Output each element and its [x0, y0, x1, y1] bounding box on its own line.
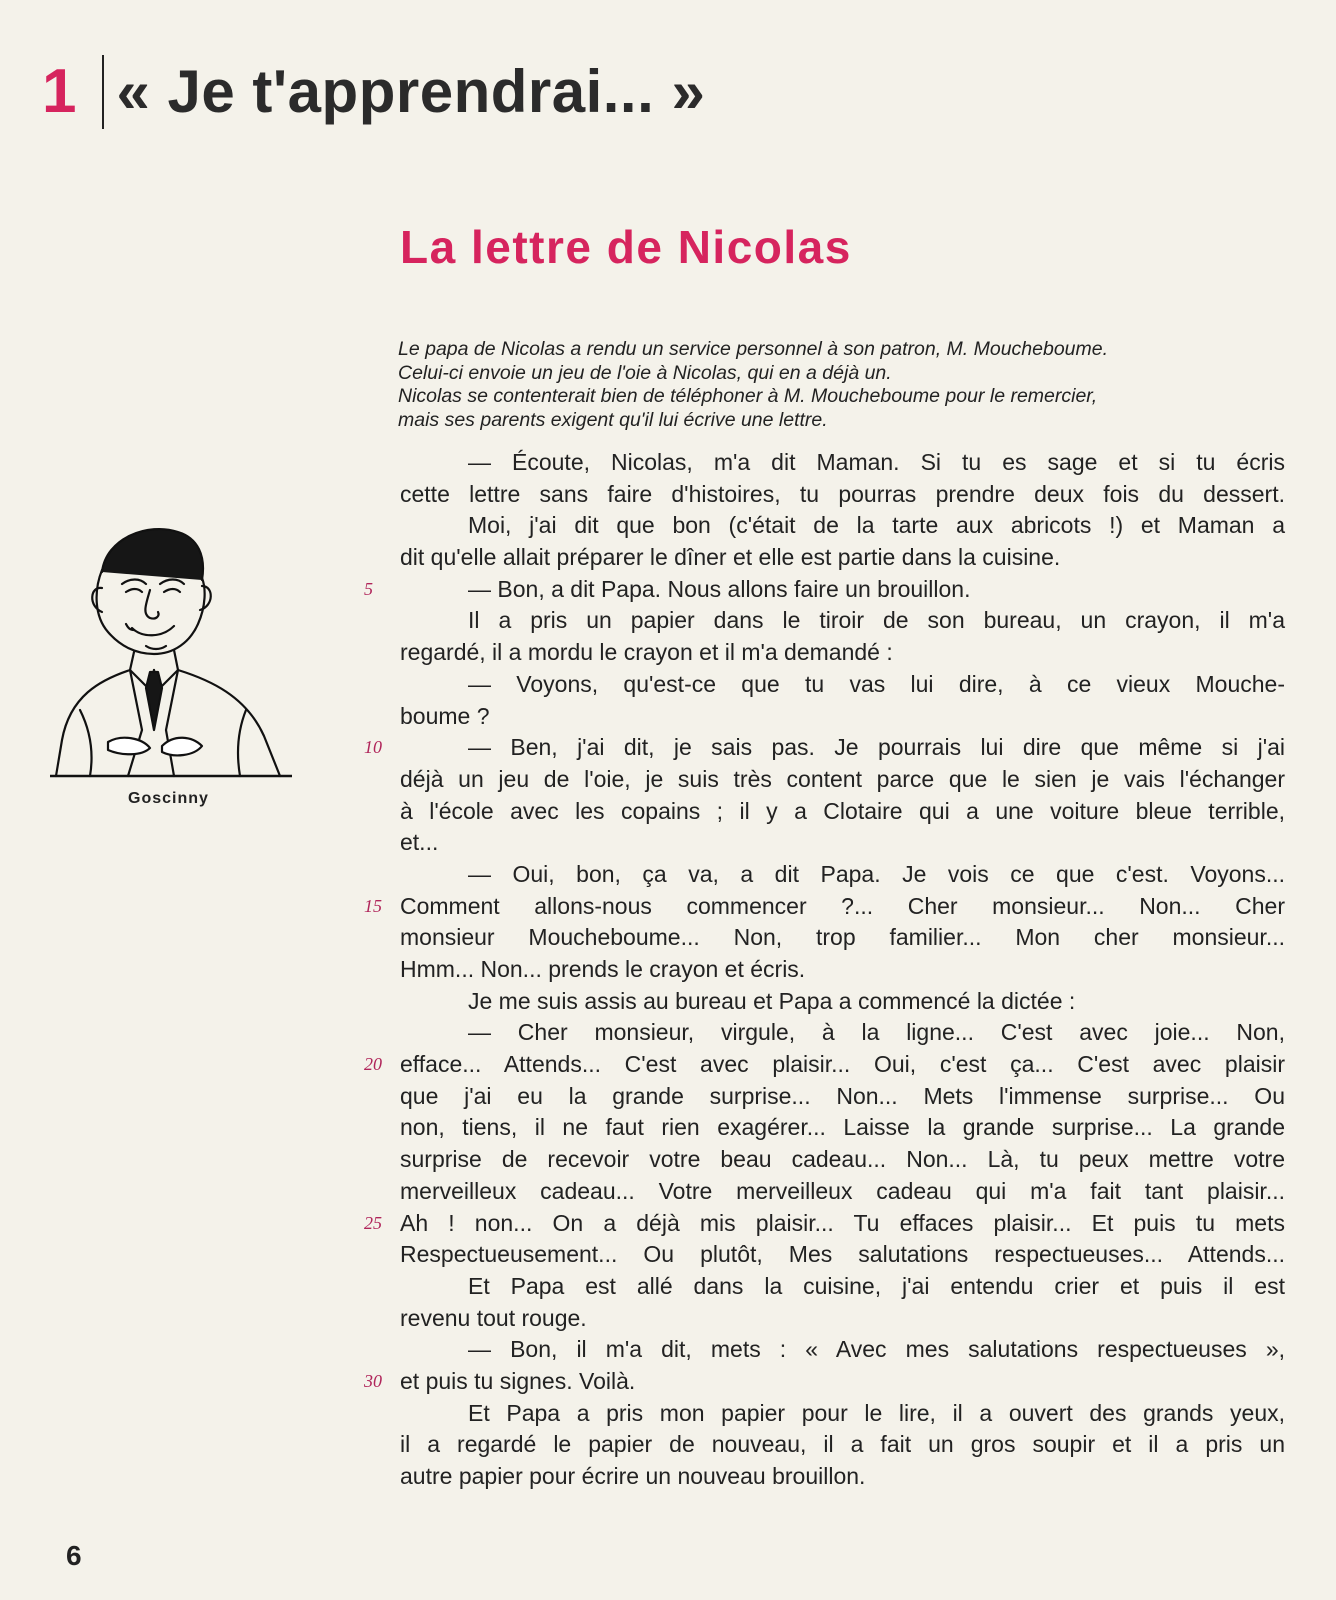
text-line	[400, 954, 1285, 986]
line-text: efface... Attends... C'est avec plaisir... Oui, c'est ça... C'est avec plaisir	[400, 1051, 1285, 1078]
line-text: surprise de recevoir votre beau cadeau... Non... Là, tu peux mettre votre	[400, 1146, 1285, 1173]
story-title: La lettre de Nicolas	[400, 221, 852, 273]
line-text: Ah ! non... On a déjà mis plaisir... Tu effaces plaisir... Et puis tu mets	[400, 1209, 1285, 1236]
page-number: 6	[66, 1540, 82, 1571]
line-text: Et Papa est allé dans la cuisine, j'ai entendu crier et puis il est	[468, 1272, 1285, 1299]
text-line	[400, 1081, 1285, 1113]
text-line	[400, 1334, 1285, 1366]
line-text: déjà un jeu de l'oie, je suis très content parce que le sien je vais l'échanger	[400, 765, 1285, 792]
line-text: merveilleux cadeau... Votre merveilleux cadeau qui m'a fait tant plaisir...	[400, 1177, 1285, 1204]
line-text: Je me suis assis au bureau et Papa a commencé la dictée :	[468, 987, 1076, 1014]
chapter-header	[42, 52, 705, 132]
text-line	[400, 1271, 1285, 1303]
line-text: — Écoute, Nicolas, m'a dit Maman. Si tu es sage et si tu écris	[468, 449, 1285, 475]
line-text: cette lettre sans faire d'histoires, tu pourras prendre deux fois du dessert.	[400, 480, 1285, 507]
text-line	[364, 574, 1285, 606]
text-line	[364, 1366, 1285, 1398]
text-line	[400, 1429, 1285, 1461]
text-line	[364, 732, 1285, 764]
text-line	[400, 1017, 1285, 1049]
line-text: non, tiens, il ne faut rien exagérer... Laisse la grande surprise... La grande	[400, 1114, 1285, 1141]
intro-line: Celui-ci envoie un jeu de l'oie à Nicolas, qui en a déjà un.	[398, 361, 892, 384]
text-line	[400, 1398, 1285, 1430]
text-line	[400, 447, 1285, 479]
chapter-title: « Je t'apprendrai... »	[116, 58, 706, 125]
line-text: Respectueusement... Ou plutôt, Mes salutations respectueuses... Attends...	[400, 1241, 1285, 1268]
text-line	[400, 1239, 1285, 1271]
text-line	[400, 1176, 1285, 1208]
text-line	[400, 859, 1285, 891]
line-number: 15	[364, 895, 382, 916]
line-text: — Bon, a dit Papa. Nous allons faire un brouillon.	[468, 575, 971, 602]
text-line	[400, 827, 1285, 859]
line-text: Et Papa a pris mon papier pour le lire, il a ouvert des grands yeux,	[468, 1399, 1285, 1426]
line-text: — Ben, j'ai dit, je sais pas. Je pourrais lui dire que même si j'ai	[468, 734, 1285, 761]
story-body	[364, 447, 1285, 1493]
intro-line: Nicolas se contenterait bien de téléphoner à M. Moucheboume pour le remercier,	[398, 385, 1098, 407]
line-text: à l'école avec les copains ; il y a Clotaire qui a une voiture bleue terrible,	[400, 797, 1285, 824]
text-line	[400, 542, 1285, 574]
line-text: monsieur Moucheboume... Non, trop familier... Mon cher monsieur...	[400, 924, 1285, 951]
line-text: autre papier pour écrire un nouveau brouillon.	[400, 1463, 866, 1489]
line-number: 30	[364, 1370, 382, 1391]
text-line	[400, 1144, 1285, 1176]
text-line	[400, 701, 1285, 733]
chapter-divider	[102, 55, 104, 129]
line-text: revenu tout rouge.	[400, 1304, 587, 1331]
intro-line: Le papa de Nicolas a rendu un service personnel à son patron, M. Moucheboume.	[398, 338, 1109, 360]
text-line	[400, 764, 1285, 796]
line-text: et...	[400, 829, 439, 856]
line-text: boume ?	[400, 702, 490, 729]
text-line	[364, 1049, 1285, 1081]
text-line	[400, 669, 1285, 701]
text-line	[400, 922, 1285, 954]
line-text: — Bon, il m'a dit, mets : « Avec mes salutations respectueuses »,	[468, 1336, 1285, 1363]
line-text: — Voyons, qu'est-ce que tu vas lui dire, à ce vieux Mouche-	[468, 670, 1285, 697]
line-text: et puis tu signes. Voilà.	[400, 1367, 636, 1394]
intro-paragraph	[398, 338, 1278, 432]
intro-line: mais ses parents exigent qu'il lui écrive une lettre.	[398, 408, 828, 431]
text-line	[400, 796, 1285, 828]
chapter-number: 1	[42, 57, 77, 126]
line-text: — Oui, bon, ça va, a dit Papa. Je vois ce que c'est. Voyons...	[468, 860, 1285, 887]
line-text: il a regardé le papier de nouveau, il a fait un gros soupir et il a pris un	[400, 1431, 1285, 1458]
line-number: 10	[364, 737, 382, 758]
text-line	[400, 1461, 1285, 1493]
line-number: 20	[364, 1054, 382, 1075]
line-text: Moi, j'ai dit que bon (c'était de la tarte aux abricots !) et Maman a	[468, 512, 1285, 539]
text-line	[364, 1208, 1285, 1240]
line-number: 5	[364, 578, 373, 599]
text-line	[400, 637, 1285, 669]
line-text: regardé, il a mordu le crayon et il m'a demandé :	[400, 639, 893, 666]
text-line	[400, 986, 1285, 1018]
text-line	[364, 891, 1285, 923]
line-text: que j'ai eu la grande surprise... Non... Mets l'immense surprise... Ou	[400, 1082, 1285, 1109]
text-line	[400, 510, 1285, 542]
line-text: — Cher monsieur, virgule, à la ligne... C'est avec joie... Non,	[468, 1019, 1285, 1046]
portrait-caption: Goscinny	[128, 790, 209, 807]
text-line	[400, 1303, 1285, 1335]
line-text: dit qu'elle allait préparer le dîner et elle est partie dans la cuisine.	[400, 544, 1061, 571]
text-line	[400, 605, 1285, 637]
line-number: 25	[364, 1212, 382, 1233]
line-text: Comment allons-nous commencer ?... Cher monsieur... Non... Cher	[400, 892, 1285, 919]
line-text: Il a pris un papier dans le tiroir de son bureau, un crayon, il m'a	[468, 607, 1285, 634]
goscinny-portrait	[50, 520, 292, 782]
line-text: Hmm... Non... prends le crayon et écris.	[400, 956, 806, 982]
text-line	[400, 479, 1285, 511]
text-line	[400, 1112, 1285, 1144]
